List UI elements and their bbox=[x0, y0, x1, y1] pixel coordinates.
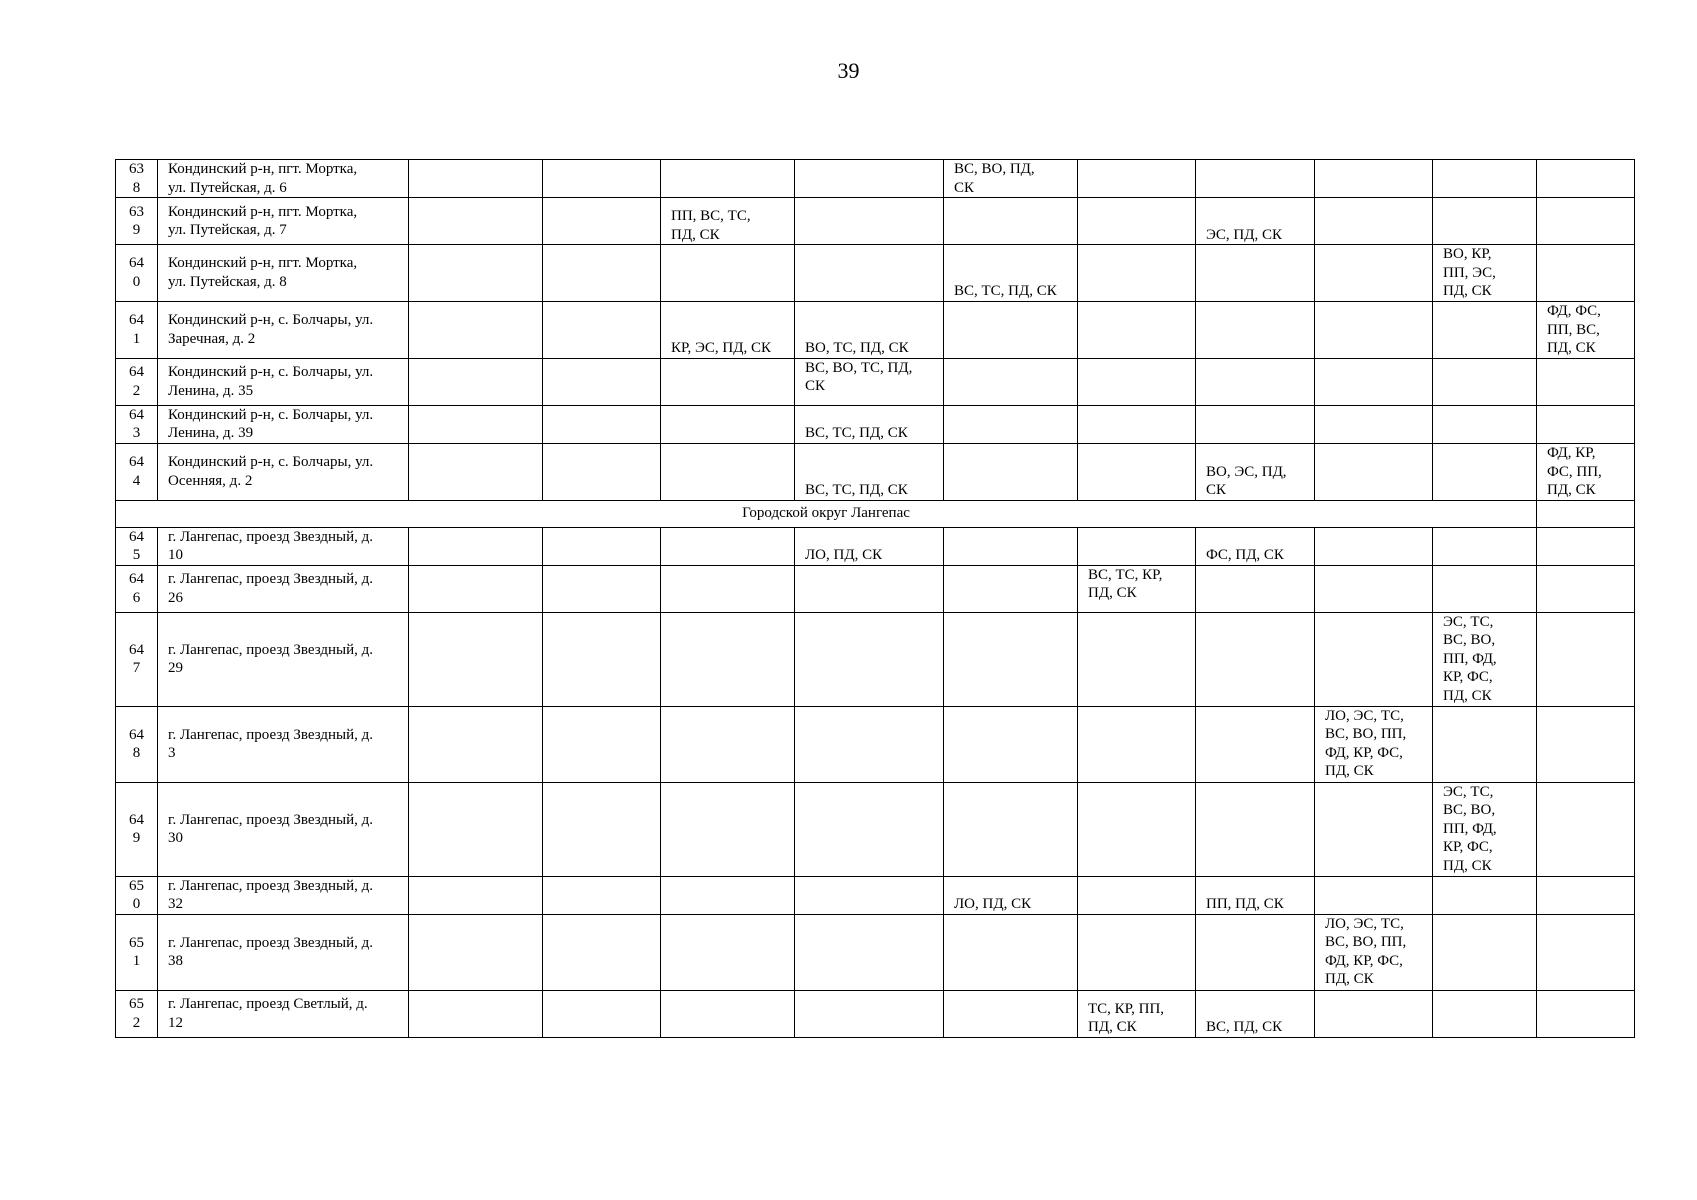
table-row bbox=[116, 612, 1635, 706]
row-number bbox=[116, 301, 158, 358]
row-number bbox=[116, 990, 158, 1037]
service-codes: ВС, ВО, ТС, ПД, СК bbox=[805, 359, 913, 394]
table-cell bbox=[795, 527, 944, 565]
table-cell bbox=[944, 160, 1078, 198]
service-codes: ВС, ТС, ПД, СК bbox=[805, 425, 908, 441]
service-codes: ЭС, ТС, ВС, ВО, ПП, ФД, КР, ФС, ПД, СК bbox=[1443, 613, 1497, 704]
table-cell bbox=[1537, 198, 1635, 245]
row-number bbox=[116, 612, 158, 706]
service-codes: ВО, ЭС, ПД, СК bbox=[1206, 463, 1287, 498]
address-cell bbox=[158, 876, 409, 914]
address-text: г. Лангепас, проезд Звездный, д. 38 bbox=[168, 934, 374, 969]
address-text: г. Лангепас, проезд Звездный, д. 30 bbox=[168, 811, 374, 846]
service-codes: КР, ЭС, ПД, СК bbox=[671, 340, 771, 356]
table-cell bbox=[1078, 706, 1196, 782]
address-cell bbox=[158, 782, 409, 876]
table-cell bbox=[1196, 301, 1315, 358]
row-number-text: 64 5 bbox=[129, 528, 144, 563]
table-cell bbox=[1196, 358, 1315, 405]
table-cell bbox=[543, 990, 661, 1037]
service-codes: ЛО, ПД, СК bbox=[805, 547, 883, 563]
address-cell bbox=[158, 706, 409, 782]
table-cell bbox=[1315, 782, 1433, 876]
table-cell bbox=[1078, 876, 1196, 914]
table-cell bbox=[795, 405, 944, 443]
table-cell bbox=[795, 876, 944, 914]
table-cell bbox=[1078, 301, 1196, 358]
row-number bbox=[116, 198, 158, 245]
table-cell bbox=[1315, 245, 1433, 302]
table-cell bbox=[661, 358, 795, 405]
table-cell bbox=[1315, 198, 1433, 245]
table-cell bbox=[1078, 443, 1196, 500]
row-number bbox=[116, 358, 158, 405]
address-text: Кондинский р-н, с. Болчары, ул. Осенняя, д. 2 bbox=[168, 454, 374, 489]
table-cell bbox=[1537, 500, 1635, 527]
row-number-text: 65 1 bbox=[129, 934, 144, 969]
table-cell bbox=[1433, 527, 1537, 565]
table-cell bbox=[1315, 706, 1433, 782]
table-cell bbox=[1315, 565, 1433, 612]
row-number-text: 65 2 bbox=[129, 996, 144, 1031]
table-cell bbox=[1315, 612, 1433, 706]
table-cell bbox=[409, 876, 543, 914]
table-cell bbox=[944, 782, 1078, 876]
service-codes: ТС, КР, ПП, ПД, СК bbox=[1088, 1000, 1165, 1035]
table-cell bbox=[795, 914, 944, 990]
table-cell bbox=[1078, 198, 1196, 245]
table-cell bbox=[1315, 358, 1433, 405]
table-cell bbox=[1315, 527, 1433, 565]
table-row bbox=[116, 198, 1635, 245]
table-row bbox=[116, 527, 1635, 565]
row-number bbox=[116, 405, 158, 443]
table-cell bbox=[1196, 990, 1315, 1037]
table-cell bbox=[1433, 245, 1537, 302]
table-row bbox=[116, 914, 1635, 990]
table-cell bbox=[1537, 301, 1635, 358]
table-cell bbox=[409, 565, 543, 612]
row-number-text: 64 0 bbox=[129, 255, 144, 290]
table-cell bbox=[409, 405, 543, 443]
table-cell bbox=[661, 565, 795, 612]
table-cell bbox=[543, 245, 661, 302]
table-row bbox=[116, 245, 1635, 302]
table-cell bbox=[1537, 990, 1635, 1037]
table-cell bbox=[795, 301, 944, 358]
table-cell bbox=[1196, 405, 1315, 443]
row-number-text: 64 4 bbox=[129, 454, 144, 489]
address-text: Кондинский р-н, с. Болчары, ул. Ленина, д. 39 bbox=[168, 406, 374, 441]
table-cell bbox=[944, 245, 1078, 302]
row-number-text: 64 2 bbox=[129, 364, 144, 399]
table-cell bbox=[1196, 198, 1315, 245]
table-cell bbox=[1537, 706, 1635, 782]
table-cell bbox=[1433, 914, 1537, 990]
table-cell bbox=[944, 612, 1078, 706]
table-cell bbox=[1078, 358, 1196, 405]
service-codes: ПП, ВС, ТС, ПД, СК bbox=[671, 208, 751, 243]
row-number-text: 64 9 bbox=[129, 811, 144, 846]
address-text: Кондинский р-н, пгт. Мортка, ул. Путейская, д. 7 bbox=[168, 203, 358, 238]
table-cell bbox=[944, 565, 1078, 612]
service-codes: ФД, КР, ФС, ПП, ПД, СК bbox=[1547, 445, 1602, 498]
table-cell bbox=[543, 876, 661, 914]
address-cell bbox=[158, 914, 409, 990]
table-row bbox=[116, 358, 1635, 405]
table-cell bbox=[1537, 527, 1635, 565]
table-cell bbox=[795, 358, 944, 405]
service-codes: ВС, ВО, ПД, СК bbox=[954, 161, 1035, 196]
row-number-text: 63 8 bbox=[129, 161, 144, 196]
table-cell bbox=[944, 358, 1078, 405]
table-cell bbox=[1433, 782, 1537, 876]
table-cell bbox=[1537, 405, 1635, 443]
table-cell bbox=[1078, 914, 1196, 990]
table-cell bbox=[661, 443, 795, 500]
row-number-text: 64 8 bbox=[129, 726, 144, 761]
table-cell bbox=[795, 706, 944, 782]
row-number-text: 65 0 bbox=[129, 877, 144, 912]
table-cell bbox=[1315, 160, 1433, 198]
address-text: Кондинский р-н, с. Болчары, ул. Заречная, д. 2 bbox=[168, 312, 374, 347]
table-cell bbox=[661, 160, 795, 198]
table-cell bbox=[409, 706, 543, 782]
table-row bbox=[116, 706, 1635, 782]
service-codes: ВС, ПД, СК bbox=[1206, 1019, 1283, 1035]
table-cell bbox=[1078, 990, 1196, 1037]
table-cell bbox=[661, 405, 795, 443]
table-cell bbox=[409, 443, 543, 500]
table-cell bbox=[1196, 914, 1315, 990]
table-cell bbox=[1537, 443, 1635, 500]
row-number bbox=[116, 160, 158, 198]
table-cell bbox=[1537, 565, 1635, 612]
service-codes: ЛО, ЭС, ТС, ВС, ВО, ПП, ФД, КР, ФС, ПД, СК bbox=[1325, 915, 1407, 987]
table-cell bbox=[409, 301, 543, 358]
table-cell bbox=[1433, 876, 1537, 914]
table-cell bbox=[543, 160, 661, 198]
table-row bbox=[116, 443, 1635, 500]
row-number-text: 63 9 bbox=[129, 203, 144, 238]
table-cell bbox=[661, 706, 795, 782]
table-row bbox=[116, 301, 1635, 358]
table-cell bbox=[1537, 358, 1635, 405]
table-cell bbox=[1315, 301, 1433, 358]
table-cell bbox=[1433, 612, 1537, 706]
service-codes: ФД, ФС, ПП, ВС, ПД, СК bbox=[1547, 303, 1601, 356]
table-cell bbox=[409, 782, 543, 876]
table-cell bbox=[1196, 160, 1315, 198]
table-cell bbox=[543, 914, 661, 990]
service-codes: ВС, ТС, ПД, СК bbox=[954, 283, 1057, 299]
service-codes: ЛО, ЭС, ТС, ВС, ВО, ПП, ФД, КР, ФС, ПД, СК bbox=[1325, 707, 1407, 779]
table-cell bbox=[661, 198, 795, 245]
address-cell bbox=[158, 612, 409, 706]
table-cell bbox=[1537, 160, 1635, 198]
address-cell bbox=[158, 301, 409, 358]
table-cell bbox=[543, 527, 661, 565]
table-cell bbox=[1078, 405, 1196, 443]
table-cell bbox=[1078, 160, 1196, 198]
table-cell bbox=[1196, 527, 1315, 565]
row-number bbox=[116, 782, 158, 876]
address-cell bbox=[158, 245, 409, 302]
table-cell bbox=[1315, 443, 1433, 500]
table-row bbox=[116, 160, 1635, 198]
table-cell bbox=[409, 245, 543, 302]
row-number bbox=[116, 443, 158, 500]
table-cell bbox=[944, 706, 1078, 782]
table-cell bbox=[1196, 782, 1315, 876]
address-text: г. Лангепас, проезд Светлый, д. 12 bbox=[168, 996, 368, 1031]
row-number-text: 64 6 bbox=[129, 571, 144, 606]
address-cell bbox=[158, 565, 409, 612]
table-cell bbox=[409, 612, 543, 706]
service-codes: ФС, ПД, СК bbox=[1206, 547, 1284, 563]
row-number-text: 64 3 bbox=[129, 406, 144, 441]
table-cell bbox=[795, 782, 944, 876]
table-cell bbox=[661, 990, 795, 1037]
service-codes: ВС, ТС, КР, ПД, СК bbox=[1088, 566, 1163, 601]
table-cell bbox=[1196, 565, 1315, 612]
table-cell bbox=[944, 443, 1078, 500]
table-cell bbox=[944, 301, 1078, 358]
table-cell bbox=[1433, 198, 1537, 245]
table-cell bbox=[1433, 301, 1537, 358]
address-cell bbox=[158, 358, 409, 405]
row-number bbox=[116, 527, 158, 565]
table-cell bbox=[409, 527, 543, 565]
table-cell bbox=[543, 612, 661, 706]
table-cell bbox=[944, 198, 1078, 245]
table-cell bbox=[409, 990, 543, 1037]
table-cell bbox=[409, 358, 543, 405]
table-cell bbox=[1196, 612, 1315, 706]
table-cell bbox=[944, 527, 1078, 565]
service-codes: ЛО, ПД, СК bbox=[954, 896, 1032, 912]
table-cell bbox=[409, 914, 543, 990]
table-cell bbox=[944, 914, 1078, 990]
address-text: г. Лангепас, проезд Звездный, д. 3 bbox=[168, 726, 374, 761]
address-text: г. Лангепас, проезд Звездный, д. 29 bbox=[168, 641, 374, 676]
table-cell bbox=[543, 782, 661, 876]
table-cell bbox=[1433, 565, 1537, 612]
table-cell bbox=[661, 612, 795, 706]
table-cell bbox=[795, 990, 944, 1037]
table-cell bbox=[661, 782, 795, 876]
table-cell bbox=[944, 876, 1078, 914]
service-codes: ВО, ТС, ПД, СК bbox=[805, 340, 909, 356]
table-cell bbox=[795, 198, 944, 245]
table-cell bbox=[1433, 990, 1537, 1037]
table-cell bbox=[1433, 706, 1537, 782]
table-cell bbox=[1537, 914, 1635, 990]
table-cell bbox=[944, 405, 1078, 443]
row-number-text: 64 1 bbox=[129, 312, 144, 347]
row-number-text: 64 7 bbox=[129, 641, 144, 676]
table-cell bbox=[795, 565, 944, 612]
table-cell bbox=[661, 527, 795, 565]
address-text: г. Лангепас, проезд Звездный, д. 10 bbox=[168, 528, 374, 563]
table-cell bbox=[543, 301, 661, 358]
table-cell bbox=[1433, 358, 1537, 405]
address-text: Кондинский р-н, пгт. Мортка, ул. Путейская, д. 8 bbox=[168, 255, 358, 290]
address-cell bbox=[158, 443, 409, 500]
table-cell bbox=[1315, 990, 1433, 1037]
service-codes: ЭС, ПД, СК bbox=[1206, 226, 1282, 243]
row-number bbox=[116, 706, 158, 782]
table-cell bbox=[661, 301, 795, 358]
table-cell bbox=[409, 160, 543, 198]
table-cell bbox=[1433, 443, 1537, 500]
table-cell bbox=[1433, 405, 1537, 443]
table-row bbox=[116, 565, 1635, 612]
address-text: Кондинский р-н, с. Болчары, ул. Ленина, д. 35 bbox=[168, 364, 374, 399]
table-cell bbox=[795, 245, 944, 302]
section-row bbox=[116, 500, 1635, 527]
table-row bbox=[116, 405, 1635, 443]
table-cell bbox=[1078, 527, 1196, 565]
service-codes: ВС, ТС, ПД, СК bbox=[805, 482, 908, 498]
service-codes: ПП, ПД, СК bbox=[1206, 896, 1284, 912]
table-cell bbox=[543, 405, 661, 443]
page-number: 39 bbox=[837, 58, 860, 83]
table-cell bbox=[1078, 245, 1196, 302]
row-number bbox=[116, 914, 158, 990]
table-cell bbox=[1315, 405, 1433, 443]
table-cell bbox=[1196, 876, 1315, 914]
table-cell bbox=[1196, 443, 1315, 500]
table-row bbox=[116, 990, 1635, 1037]
service-codes: ВО, КР, ПП, ЭС, ПД, СК bbox=[1443, 246, 1496, 299]
address-cell bbox=[158, 198, 409, 245]
address-cell bbox=[158, 990, 409, 1037]
table-row bbox=[116, 782, 1635, 876]
table-cell bbox=[543, 706, 661, 782]
table-cell bbox=[1196, 706, 1315, 782]
table-cell bbox=[795, 443, 944, 500]
row-number bbox=[116, 876, 158, 914]
address-cell bbox=[158, 160, 409, 198]
address-cell bbox=[158, 527, 409, 565]
table-cell bbox=[944, 990, 1078, 1037]
table-cell bbox=[543, 358, 661, 405]
services-table bbox=[115, 159, 1635, 1038]
table-row bbox=[116, 876, 1635, 914]
table-cell bbox=[1078, 612, 1196, 706]
table-cell bbox=[1537, 876, 1635, 914]
table-cell bbox=[795, 160, 944, 198]
table-cell bbox=[661, 914, 795, 990]
address-cell bbox=[158, 405, 409, 443]
row-number bbox=[116, 565, 158, 612]
table-cell bbox=[1315, 914, 1433, 990]
address-text: г. Лангепас, проезд Звездный, д. 26 bbox=[168, 571, 374, 606]
table-cell bbox=[795, 612, 944, 706]
section-title: Городской округ Лангепас bbox=[116, 500, 1537, 527]
table-cell bbox=[1433, 160, 1537, 198]
table-cell bbox=[543, 565, 661, 612]
row-number bbox=[116, 245, 158, 302]
table-cell bbox=[543, 198, 661, 245]
table-cell bbox=[1196, 245, 1315, 302]
address-text: г. Лангепас, проезд Звездный, д. 32 bbox=[168, 877, 374, 912]
table-cell bbox=[1537, 612, 1635, 706]
table-cell bbox=[1078, 565, 1196, 612]
table-cell bbox=[1537, 782, 1635, 876]
table-cell bbox=[661, 876, 795, 914]
table-cell bbox=[661, 245, 795, 302]
table-cell bbox=[1537, 245, 1635, 302]
table-cell bbox=[409, 198, 543, 245]
address-text: Кондинский р-н, пгт. Мортка, ул. Путейская, д. 6 bbox=[168, 161, 358, 196]
table-cell bbox=[1315, 876, 1433, 914]
service-codes: ЭС, ТС, ВС, ВО, ПП, ФД, КР, ФС, ПД, СК bbox=[1443, 783, 1497, 874]
table-cell bbox=[543, 443, 661, 500]
table-cell bbox=[1078, 782, 1196, 876]
